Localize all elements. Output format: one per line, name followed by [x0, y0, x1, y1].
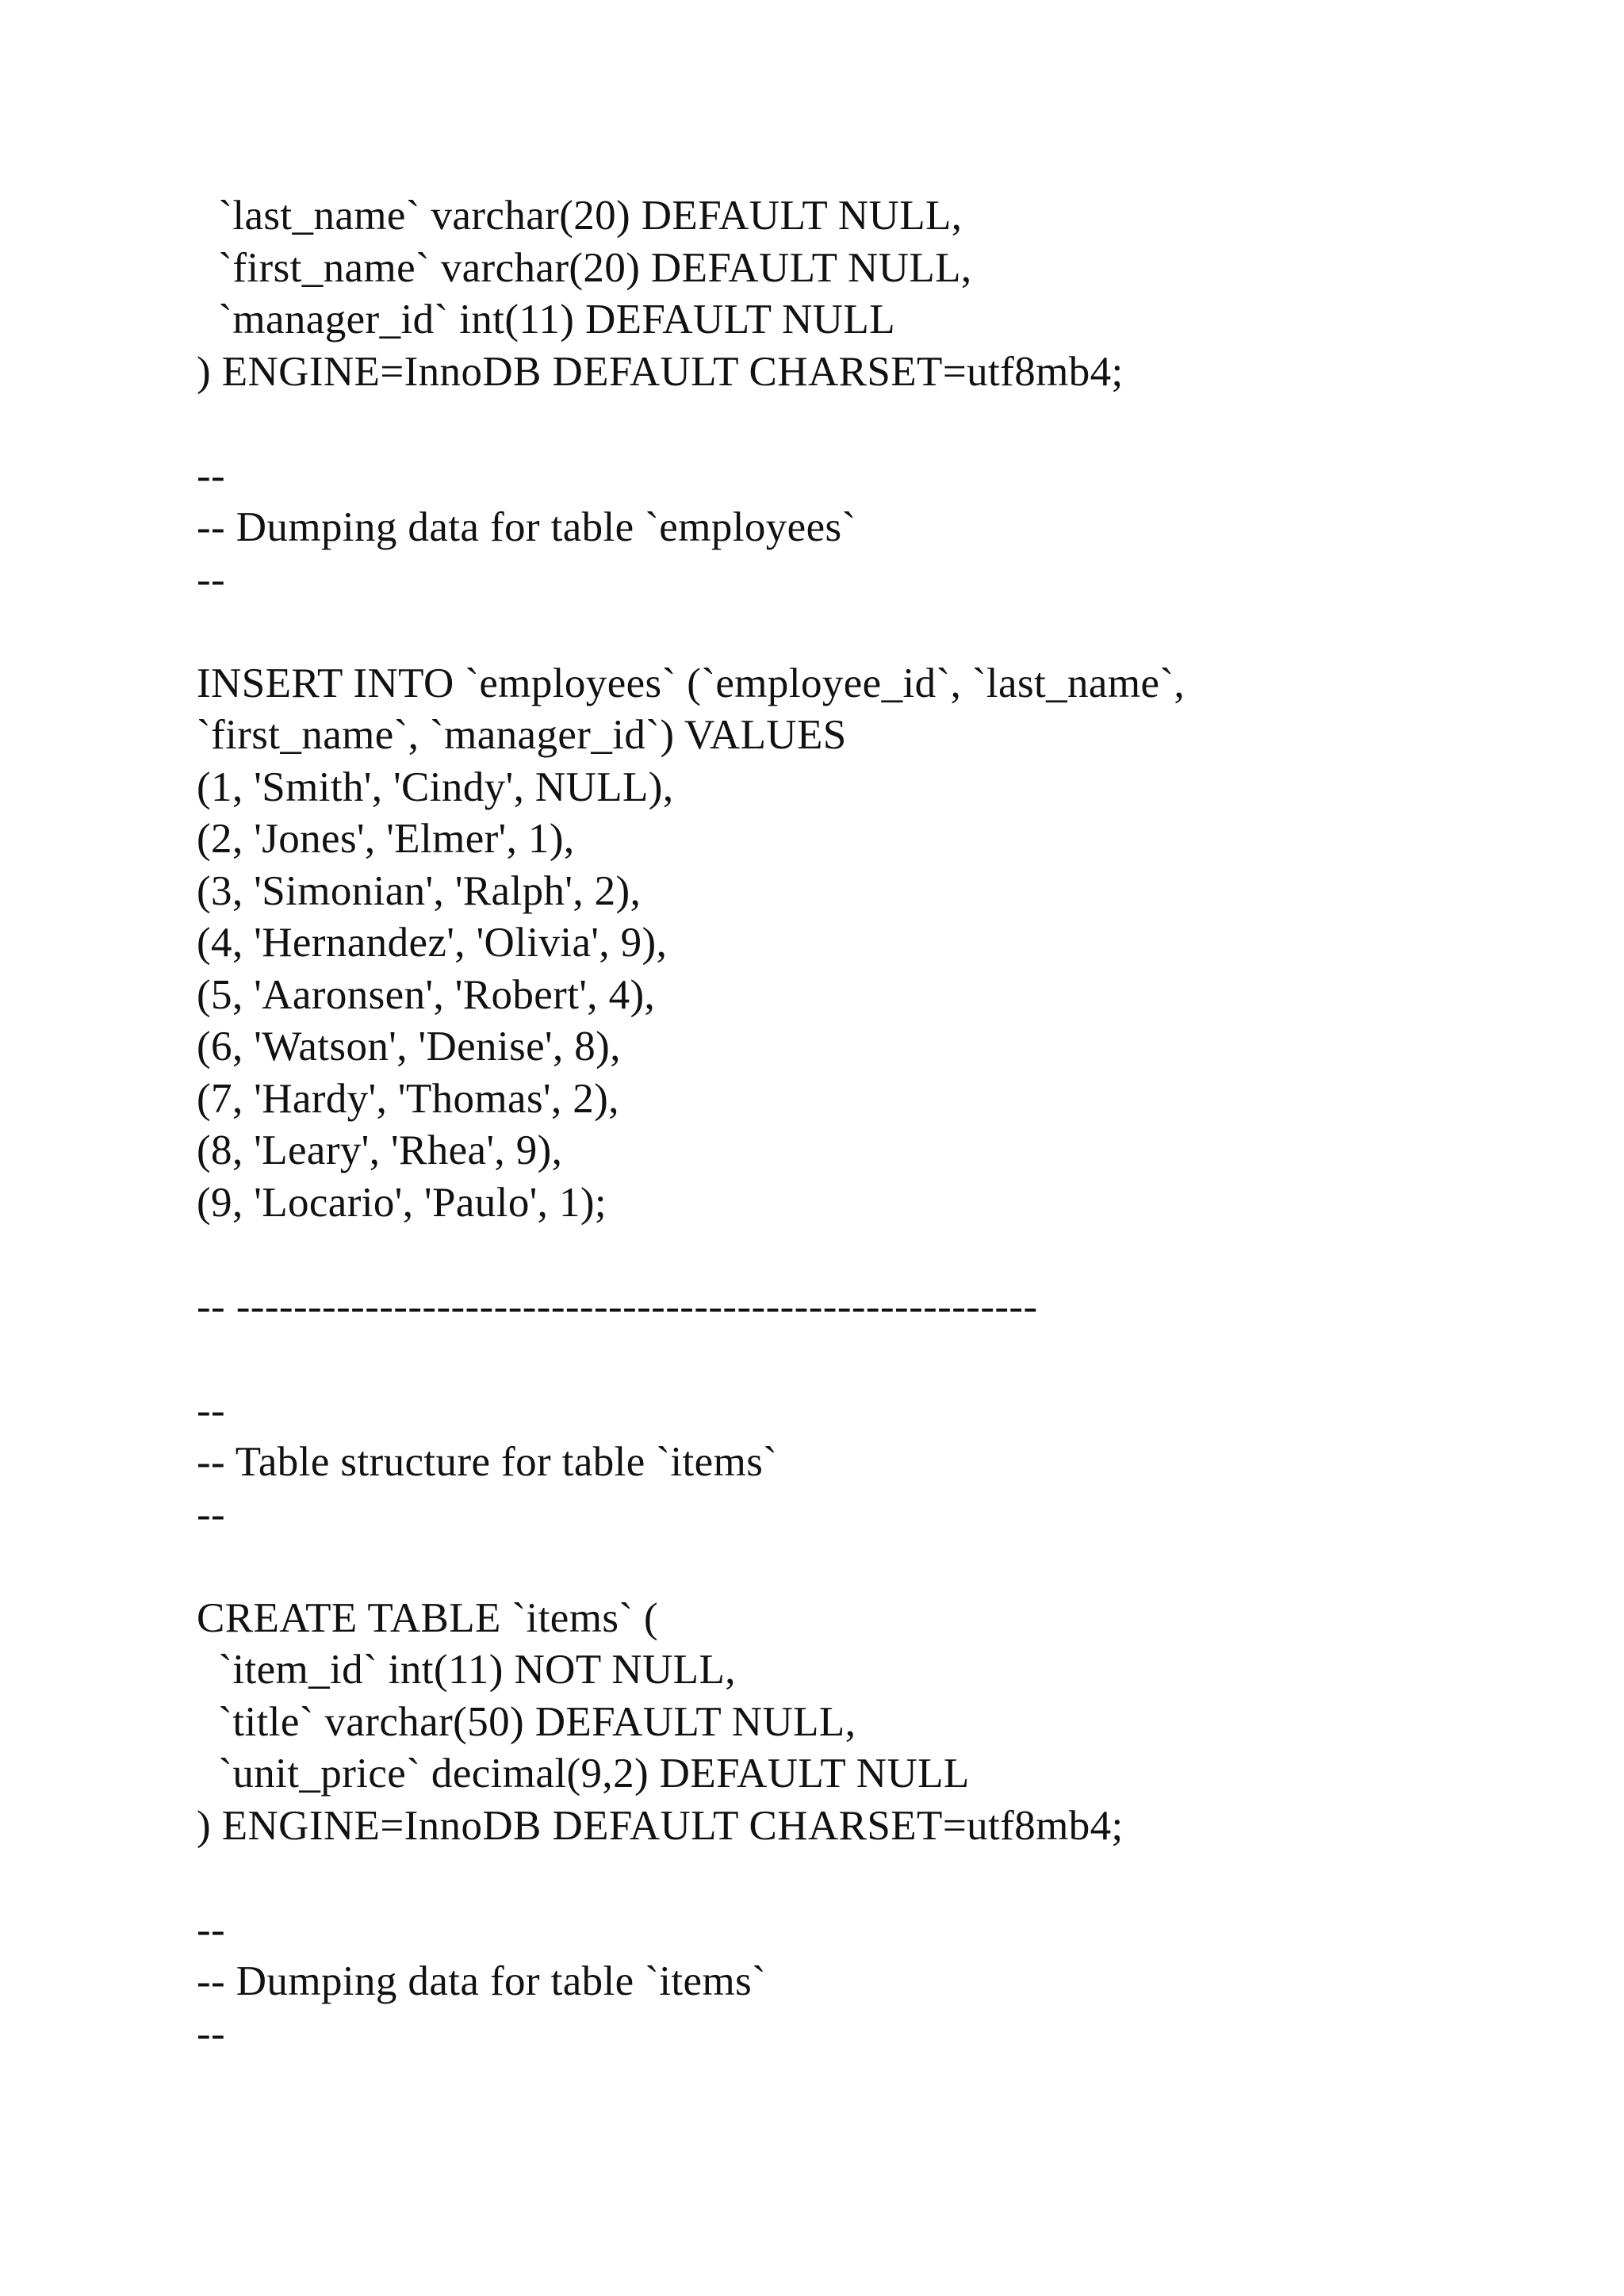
text-line: CREATE TABLE `items` ( [197, 1594, 659, 1641]
data-row-line: (2, 'Jones', 'Elmer', 1), [197, 816, 575, 862]
text-line: INSERT INTO `employees` (`employee_id`, `last_name`, [197, 660, 1185, 706]
separator-line: -- -------------------------------------------------------- [197, 1283, 1038, 1330]
data-row-line: (1, 'Smith', 'Cindy', NULL), [197, 763, 674, 810]
text-line: ) ENGINE=InnoDB DEFAULT CHARSET=utf8mb4; [197, 1802, 1124, 1849]
text-line: `first_name` varchar(20) DEFAULT NULL, [197, 244, 972, 291]
text-line: `title` varchar(50) DEFAULT NULL, [197, 1698, 856, 1745]
text-line: `unit_price` decimal(9,2) DEFAULT NULL [197, 1751, 970, 1797]
data-row-line: (4, 'Hernandez', 'Olivia', 9), [197, 920, 668, 966]
blank-line [197, 1852, 1561, 1904]
comment-line: -- Dumping data for table `employees` [197, 504, 856, 550]
data-row-line: (5, 'Aaronsen', 'Robert', 4), [197, 971, 656, 1018]
comment-line: -- [197, 2010, 226, 2057]
comment-line: -- [197, 556, 226, 603]
text-line: `last_name` varchar(20) DEFAULT NULL, [197, 193, 963, 239]
text-line: `first_name`, `manager_id`) VALUES [197, 712, 847, 758]
data-row-line: (3, 'Simonian', 'Ralph', 2), [197, 867, 642, 914]
blank-line [197, 398, 1561, 450]
data-row-line: (7, 'Hardy', 'Thomas', 2), [197, 1075, 619, 1122]
text-line: `manager_id` int(11) DEFAULT NULL [197, 297, 895, 342]
blank-line [197, 1333, 1561, 1385]
comment-line: -- Dumping data for table `items` [197, 1958, 767, 2004]
comment-line: -- [197, 1906, 226, 1953]
blank-line [197, 606, 1561, 658]
data-row-line: (6, 'Watson', 'Denise', 8), [197, 1024, 621, 1070]
comment-line: -- [197, 1387, 226, 1433]
comment-line: -- [197, 452, 226, 499]
comment-line: -- [197, 1490, 226, 1537]
blank-line [197, 1540, 1561, 1593]
data-row-line: (8, 'Leary', 'Rhea', 9), [197, 1127, 563, 1173]
text-line: `item_id` int(11) NOT NULL, [197, 1647, 736, 1693]
data-row-line: (9, 'Locario', 'Paulo', 1); [197, 1179, 607, 1226]
blank-line [197, 1229, 1561, 1281]
sql-dump-text [197, 190, 1561, 2060]
comment-line: -- Table structure for table `items` [197, 1439, 778, 1485]
text-line: ) ENGINE=InnoDB DEFAULT CHARSET=utf8mb4; [197, 348, 1124, 395]
